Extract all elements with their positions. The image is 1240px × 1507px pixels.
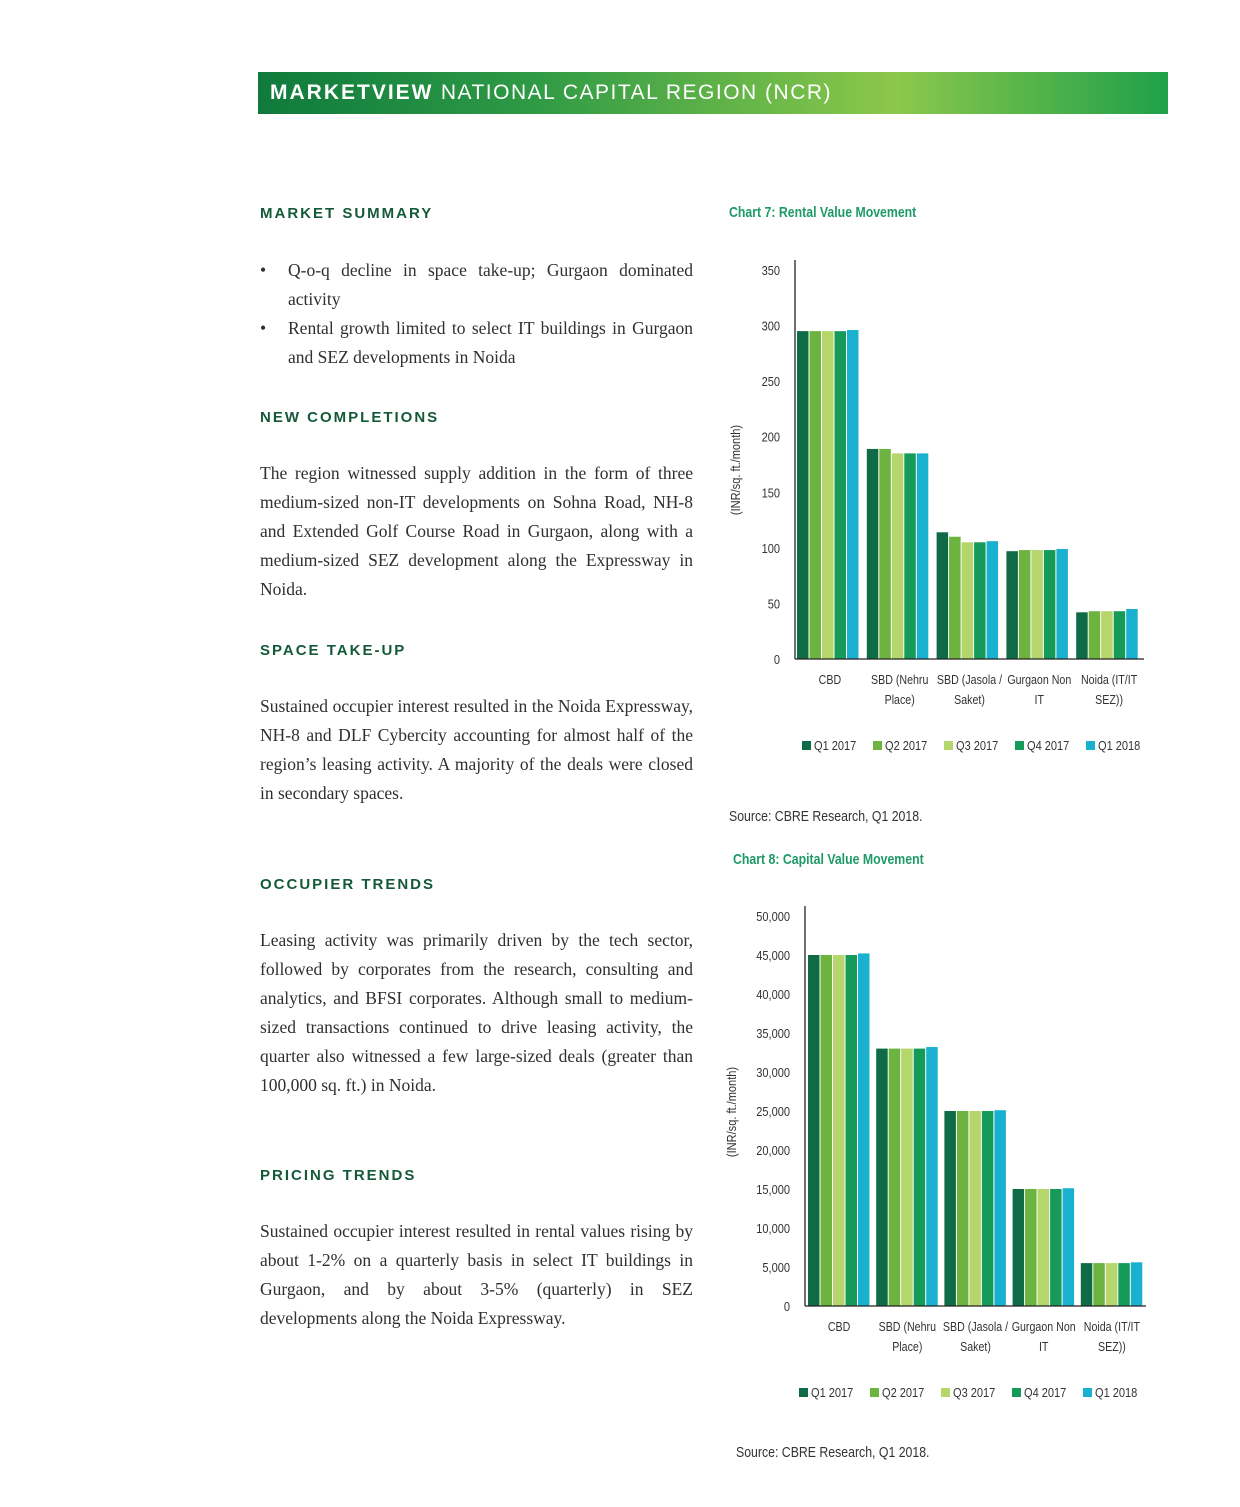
chart8-y-tick-label: 40,000 — [756, 987, 790, 1003]
chart8-legend-label: Q1 2017 — [811, 1385, 854, 1401]
chart8-title: Chart 8: Capital Value Movement — [733, 851, 924, 868]
chart7-legend-label: Q1 2017 — [814, 738, 857, 754]
space-take-up-heading: SPACE TAKE-UP — [260, 642, 407, 659]
chart8-bar — [1013, 1189, 1025, 1306]
chart8-bar — [876, 1049, 888, 1306]
chart7-legend-label: Q2 2017 — [885, 738, 928, 754]
occupier-trends-heading: OCCUPIER TRENDS — [260, 876, 436, 893]
chart7-legend-label: Q1 2018 — [1098, 738, 1141, 754]
chart8-y-tick-label: 10,000 — [756, 1221, 790, 1237]
chart8-legend-swatch — [870, 1388, 879, 1397]
chart8-bar — [982, 1111, 994, 1306]
chart8-y-tick-label: 50,000 — [756, 909, 790, 925]
chart7-legend-label: Q4 2017 — [1027, 738, 1070, 754]
banner-brand: MARKETVIEW — [270, 81, 434, 104]
chart7-y-tick-label: 250 — [761, 374, 780, 390]
chart7-legend-label: Q3 2017 — [956, 738, 999, 754]
space-take-up-text: Sustained occupier interest resulted in the Noida Expressway, NH-8 and DLF Cybercity accounting for almost half of the region’s leasing activity. A majority of the deals were closed in secondary spaces. — [260, 696, 693, 803]
chart8-bar — [1106, 1263, 1118, 1306]
chart7-x-tick-label: SBD (Jasola / — [936, 671, 1003, 688]
new-completions-text: The region witnessed supply addition in the form of three medium-sized non-IT developments on Sohna Road, NH-8 and Extended Golf Course Road in Gurgaon, along with a medium-sized SEZ development along the Expressway in Noida. — [260, 463, 693, 599]
new-completions-heading: NEW COMPLETIONS — [260, 409, 440, 426]
chart7-y-tick-label: 0 — [773, 652, 780, 668]
chart7-y-tick-label: 50 — [767, 596, 780, 612]
chart8-bar — [969, 1111, 981, 1306]
chart8-legend-label: Q4 2017 — [1024, 1385, 1067, 1401]
chart8-bar — [1038, 1189, 1050, 1306]
chart7-title: Chart 7: Rental Value Movement — [729, 204, 917, 221]
chart8-x-tick-label: Saket) — [960, 1338, 991, 1355]
chart8-bar — [833, 955, 845, 1306]
chart8-legend-label: Q3 2017 — [953, 1385, 996, 1401]
chart8-x-tick-label: Gurgaon Non — [1011, 1318, 1076, 1335]
chart8-bar — [821, 955, 833, 1306]
chart8-x-tick-label: SBD (Jasola / — [942, 1318, 1009, 1335]
chart8-y-tick-label: 20,000 — [756, 1143, 790, 1159]
chart8-legend-swatch — [1083, 1388, 1092, 1397]
chart8-bar — [1063, 1188, 1075, 1306]
pricing-trends-text: Sustained occupier interest resulted in rental values rising by about 1-2% on a quarterly basis in select IT buildings in Gurgaon, and by about 3-5% (quarterly) in SEZ developments along the Noida Expressway. — [260, 1221, 693, 1328]
chart7-y-tick-label: 100 — [761, 541, 780, 557]
chart7-x-tick-label: SEZ)) — [1095, 691, 1124, 708]
market-summary-bullet: • Rental growth limited to select IT buildings in Gurgaon and SEZ developments in Noida — [260, 314, 693, 372]
chart8-x-tick-label: Place) — [892, 1338, 923, 1355]
chart8-x-tick-label: CBD — [827, 1318, 851, 1335]
chart8-y-tick-label: 30,000 — [756, 1065, 790, 1081]
chart7-x-tick-label: CBD — [818, 671, 842, 688]
chart8-bar — [944, 1111, 956, 1306]
chart8-x-tick-label: SBD (Nehru — [878, 1318, 937, 1335]
chart8-legend-swatch — [941, 1388, 950, 1397]
chart8-y-tick-label: 0 — [783, 1299, 790, 1315]
chart8-x-tick-label: Noida (IT/IT — [1083, 1318, 1141, 1335]
chart8-bar — [1118, 1263, 1130, 1306]
chart8-y-tick-label: 15,000 — [756, 1182, 790, 1198]
chart7-x-tick-label: Noida (IT/IT — [1080, 671, 1138, 688]
chart8-bar — [1093, 1263, 1105, 1306]
market-summary-bullet: • Q-o-q decline in space take-up; Gurgaon dominated activity — [260, 256, 693, 314]
chart8-bar — [889, 1049, 901, 1306]
chart8-bar — [858, 953, 870, 1306]
pricing-trends-heading: PRICING TRENDS — [260, 1167, 417, 1184]
chart7-y-tick-label: 150 — [761, 485, 780, 501]
chart8-y-tick-label: 5,000 — [762, 1260, 790, 1276]
market-summary-heading: MARKET SUMMARY — [260, 205, 434, 222]
banner-subtitle: NATIONAL CAPITAL REGION (NCR) — [440, 81, 833, 104]
chart8-bar — [1025, 1189, 1037, 1306]
chart8-legend-swatch — [799, 1388, 808, 1397]
chart8-y-tick-label: 45,000 — [756, 948, 790, 964]
chart8-source: Source: CBRE Research, Q1 2018. — [736, 1444, 930, 1461]
chart7-y-tick-label: 300 — [761, 318, 780, 334]
chart8-y-tick-label: 25,000 — [756, 1104, 790, 1120]
chart8-bar — [926, 1047, 938, 1306]
chart7-source: Source: CBRE Research, Q1 2018. — [729, 808, 923, 825]
chart8-x-tick-label: IT — [1038, 1338, 1049, 1355]
chart8-bar — [994, 1110, 1006, 1306]
chart7-x-tick-label: IT — [1034, 691, 1045, 708]
chart8-y-tick-label: 35,000 — [756, 1026, 790, 1042]
chart8-bar — [957, 1111, 969, 1306]
chart7-x-tick-label: Gurgaon Non — [1007, 671, 1072, 688]
chart7-x-tick-label: Place) — [884, 691, 915, 708]
chart8-legend-label: Q2 2017 — [882, 1385, 925, 1401]
chart8-bar — [808, 955, 820, 1306]
chart7-y-tick-label: 200 — [761, 429, 780, 445]
chart8-y-axis-label: (INR/sq. ft./month) — [724, 1066, 740, 1158]
chart7-x-tick-label: SBD (Nehru — [870, 671, 929, 688]
occupier-trends-text: Leasing activity was primarily driven by the tech sector, followed by corporates from the research, consulting and analytics, and BFSI corporates. Although small to medium-sized transactions continued to drive leasing activity, the quarter also witnessed a few large-sized deals (greater than 100,000 sq. ft.) in Noida. — [260, 930, 693, 1095]
chart7-y-tick-label: 350 — [761, 263, 780, 279]
chart8-bar — [914, 1049, 926, 1306]
chart8-legend-swatch — [1012, 1388, 1021, 1397]
chart8-bar — [1081, 1263, 1093, 1306]
chart8-bar — [901, 1049, 913, 1306]
chart8-x-tick-label: SEZ)) — [1097, 1338, 1126, 1355]
chart8-bar — [1131, 1262, 1143, 1306]
chart8-legend-label: Q1 2018 — [1095, 1385, 1138, 1401]
chart7-y-axis-label: (INR/sq. ft./month) — [728, 424, 744, 516]
chart8-bar — [1050, 1189, 1062, 1306]
chart7-x-tick-label: Saket) — [954, 691, 985, 708]
chart8-bar — [846, 955, 858, 1306]
